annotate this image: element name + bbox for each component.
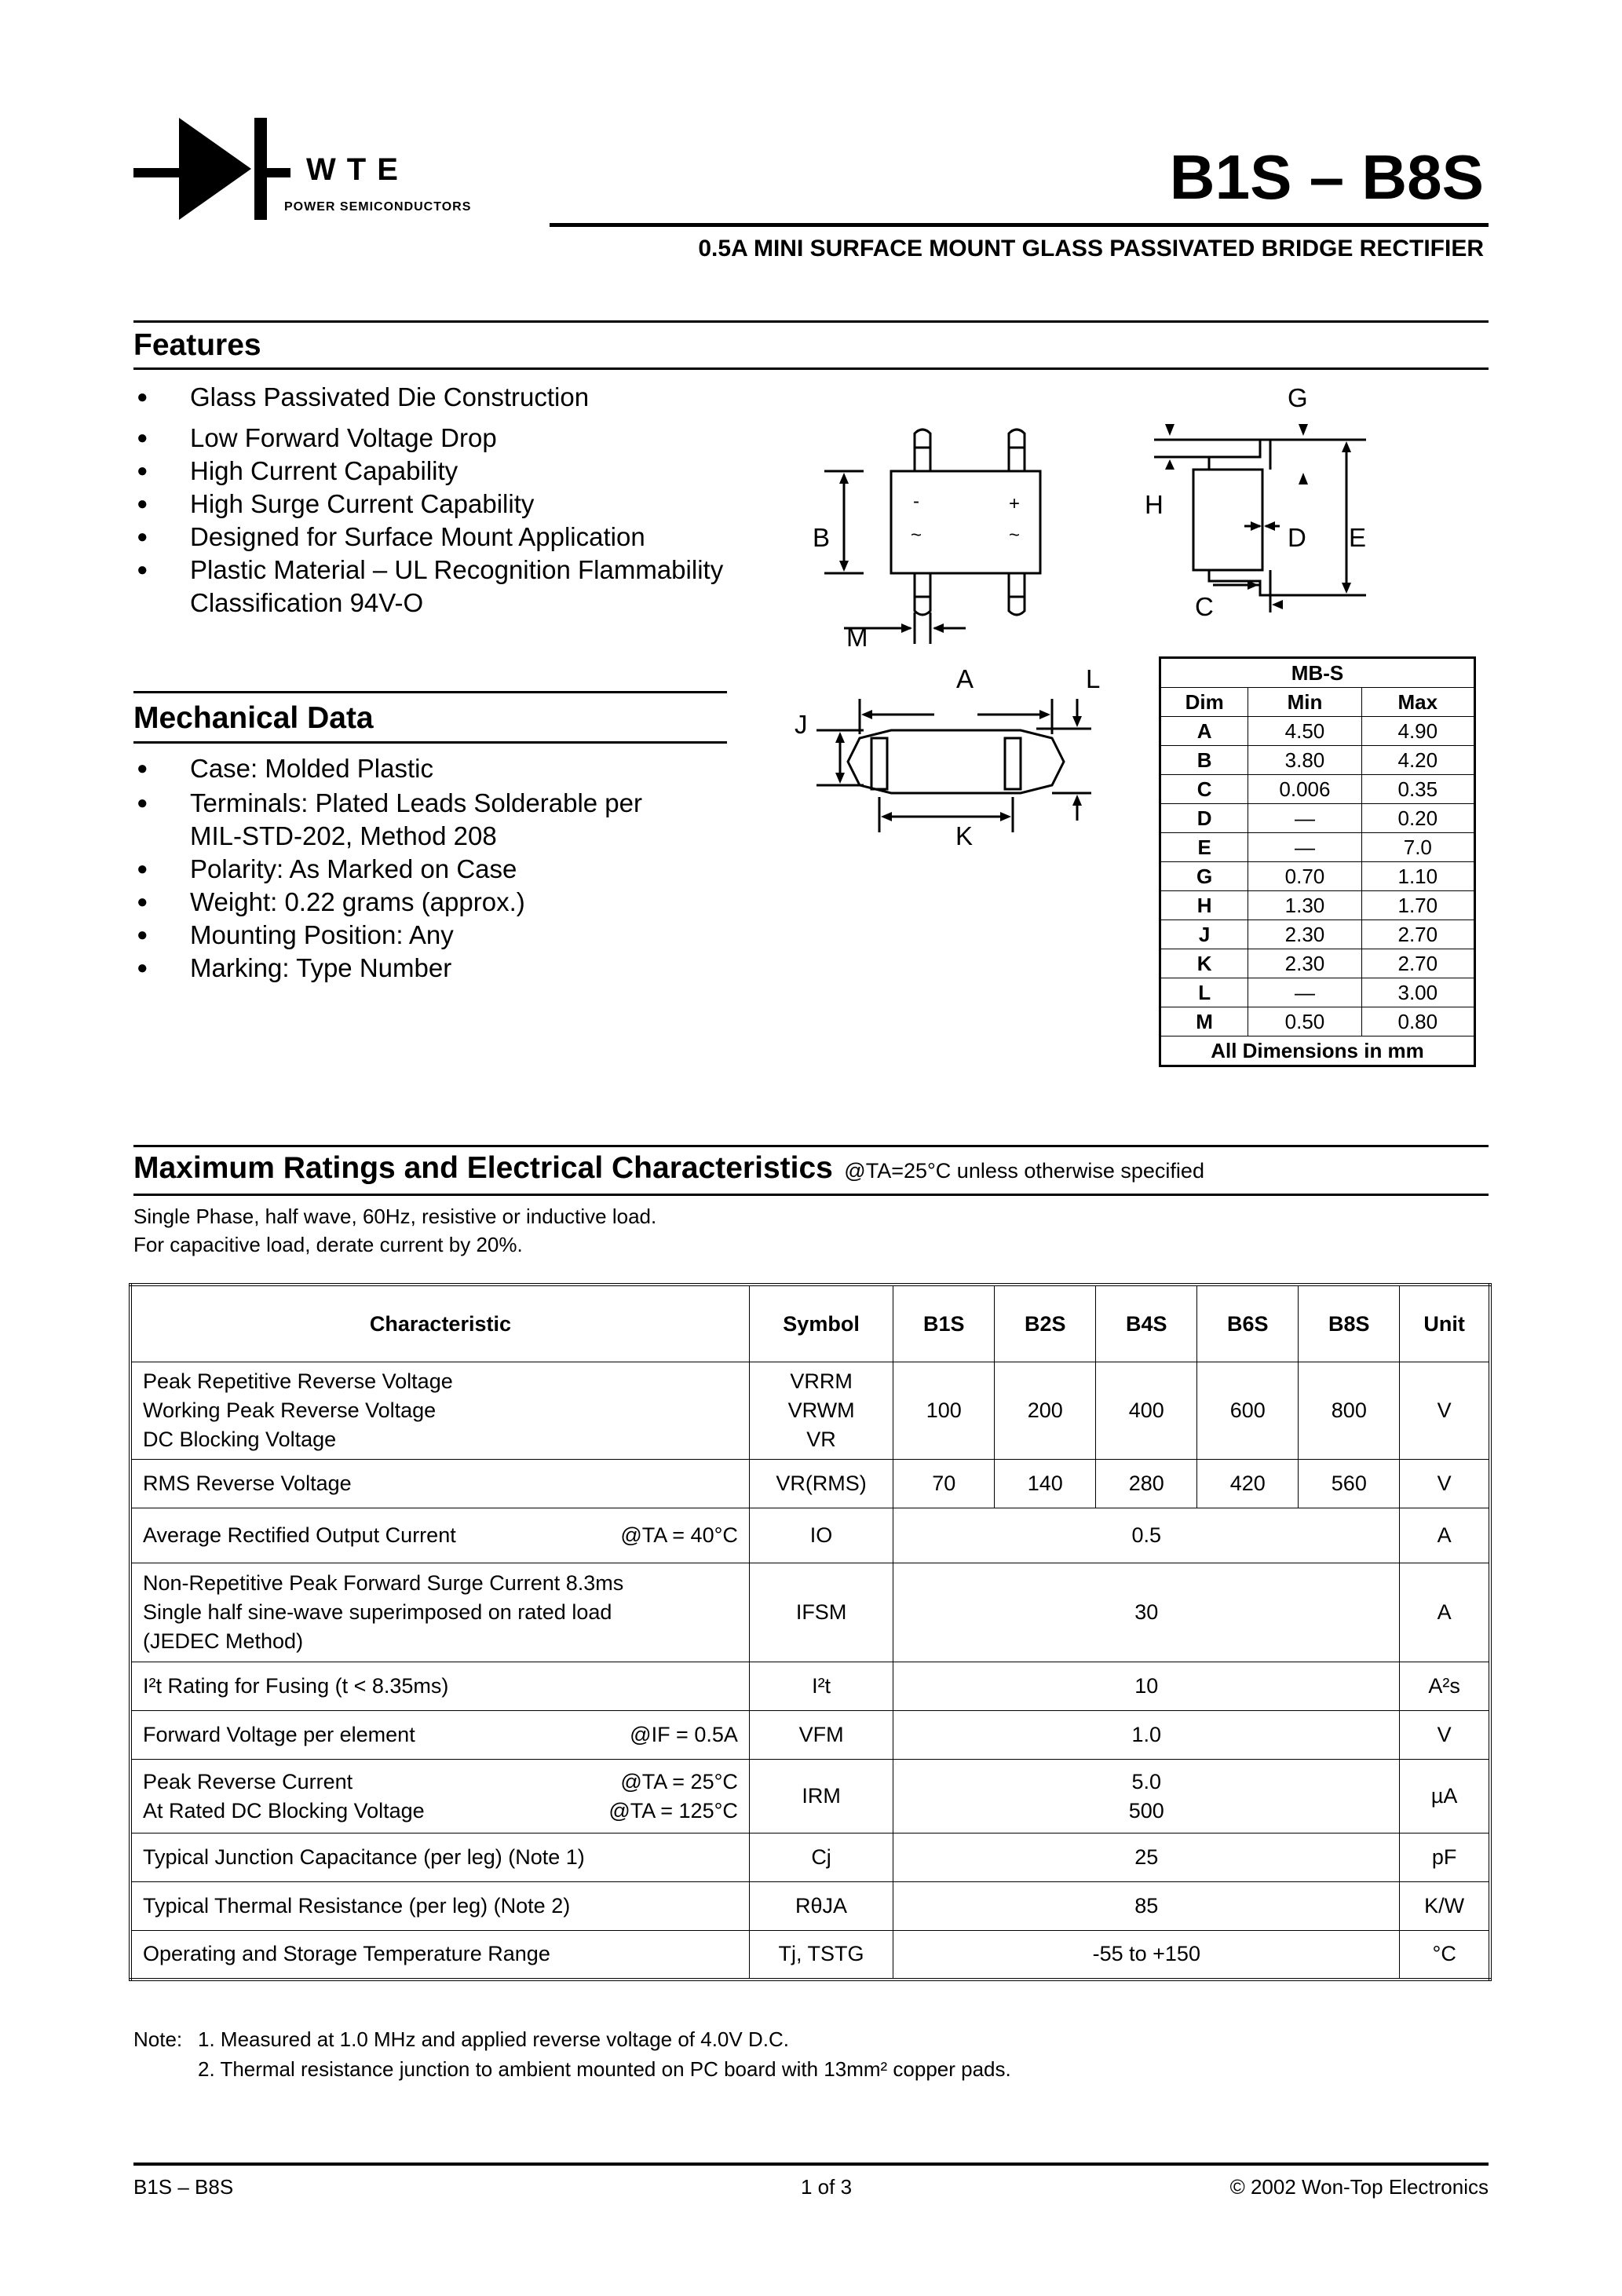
footer-center: 1 of 3 [801,2175,853,2199]
side-lead [1209,440,1270,595]
characteristic-line: Working Peak Reverse Voltage [143,1398,437,1422]
min-cell: 0.50 [1248,1007,1361,1036]
table-row [130,1931,1490,1980]
value-cell: 85 [893,1882,1400,1931]
min-cell: — [1248,804,1361,833]
wte-logo [133,118,479,228]
max-cell: 0.20 [1361,804,1474,833]
logo-subtext: POWER SEMICONDUCTORS [284,200,472,214]
condition-text: @TA = 40°C [620,1523,738,1547]
characteristic-text: Forward Voltage per element [143,1723,415,1746]
side-view-body [1193,470,1262,570]
end-lead-right [1005,738,1021,789]
dim-cell: B [1160,746,1248,775]
symbol-line: VRWM [787,1398,855,1422]
ratings-bottom-rule [133,1194,1489,1196]
mechanical-bottom-rule [133,741,727,744]
dim-label-e: E [1349,523,1367,552]
list-item: ● Low Forward Voltage Drop [133,422,793,455]
characteristic-line: Non-Repetitive Peak Forward Surge Current 8.3ms [143,1571,624,1595]
min-cell: 2.30 [1248,949,1361,978]
ratings-condition: @TA=25°C unless otherwise specified [844,1159,1204,1183]
ratings-intro-2: For capacitive load, derate current by 20%. [133,1233,523,1256]
list-item: ● High Surge Current Capability [133,488,793,521]
lead-bottom-right [1009,573,1025,615]
note-label: Note: [133,2027,183,2051]
ratings-title-wrap [133,1151,1204,1186]
symbol-cell: VR(RMS) [749,1460,893,1508]
dim-label-h: H [1145,490,1164,519]
dim-label-j: J [795,710,808,739]
dim-cell: J [1160,920,1248,949]
characteristic-cell [130,1362,749,1460]
symbol-cell: RθJA [749,1882,893,1931]
col-b8s: B8S [1299,1285,1400,1362]
dim-label-m: M [846,623,868,652]
col-b6s: B6S [1197,1285,1299,1362]
characteristic-cell: Operating and Storage Temperature Range [130,1931,749,1980]
characteristic-cell [130,1508,749,1563]
value-cell: 100 [893,1362,995,1460]
min-cell: 4.50 [1248,717,1361,746]
value-cell: 1.0 [893,1711,1400,1760]
table-header-row [130,1285,1490,1362]
list-item: ● Plastic Material – UL Recognition Flammability Classification 94V-O [133,554,818,620]
value-cell: 800 [1299,1362,1400,1460]
symbol-cell: Tj, TSTG [749,1931,893,1980]
symbol-cell: IFSM [749,1563,893,1662]
value-cell: 0.5 [893,1508,1400,1563]
min-cell: 3.80 [1248,746,1361,775]
list-item: ● Marking: Type Number [133,952,714,985]
dim-cell: H [1160,891,1248,920]
dim-label-l: L [1086,664,1101,693]
dim-cell: A [1160,717,1248,746]
note-1: 1. Measured at 1.0 MHz and applied reverse voltage of 4.0V D.C. [198,2027,789,2051]
min-cell: 0.006 [1248,775,1361,804]
value-cell: 200 [995,1362,1096,1460]
list-item: ● Weight: 0.22 grams (approx.) [133,886,714,919]
unit-cell: µA [1400,1760,1490,1834]
mechanical-list [133,752,714,985]
header-rule [550,223,1489,227]
end-lead-left [871,738,887,789]
max-cell: 7.0 [1361,833,1474,862]
max-cell: 3.00 [1361,978,1474,1007]
value-cell: 30 [893,1563,1400,1662]
unit-cell: V [1400,1362,1490,1460]
max-cell: 1.10 [1361,862,1474,891]
note-2: 2. Thermal resistance junction to ambient mounted on PC board with 13mm² copper pads. [198,2057,1011,2081]
characteristic-line: DC Blocking Voltage [143,1428,337,1451]
max-header: Max [1361,688,1474,717]
features-top-rule [133,320,1489,323]
unit-cell: A²s [1400,1662,1490,1711]
diode-logo-icon [133,118,290,228]
condition-text: @IF = 0.5A [630,1723,738,1746]
characteristic-text: At Rated DC Blocking Voltage [143,1798,425,1823]
footer-right: © 2002 Won-Top Electronics [1229,2175,1489,2199]
table-row [1160,949,1475,978]
value-cell: 140 [995,1460,1096,1508]
characteristic-cell [130,1563,749,1662]
list-item: ● Terminals: Plated Leads Solderable per MIL-STD-202, Method 208 [133,787,692,853]
list-item: ● Case: Molded Plastic [133,752,714,785]
characteristic-text: Average Rectified Output Current [143,1523,456,1547]
unit-cell: K/W [1400,1882,1490,1931]
table-row [1160,920,1475,949]
value-cell: 25 [893,1834,1400,1882]
unit-cell: A [1400,1508,1490,1563]
condition-text: @TA = 125°C [608,1798,738,1823]
dim-cell: G [1160,862,1248,891]
table-row [130,1834,1490,1882]
value-cell: 420 [1197,1460,1299,1508]
lead-top-left [915,430,930,471]
max-cell: 2.70 [1361,949,1474,978]
table-row [1160,1007,1475,1036]
value-cell: 280 [1096,1460,1197,1508]
ratings-table [129,1283,1492,1981]
unit-cell: °C [1400,1931,1490,1980]
ratings-top-rule [133,1145,1489,1147]
list-item: ● Designed for Surface Mount Application [133,521,793,554]
table-row [1160,775,1475,804]
dim-label-d: D [1288,523,1306,552]
min-header: Min [1248,688,1361,717]
dim-cell: K [1160,949,1248,978]
col-b4s: B4S [1096,1285,1197,1362]
unit-cell: V [1400,1460,1490,1508]
mechanical-title: Mechanical Data [133,701,374,735]
unit-cell: pF [1400,1834,1490,1882]
symbol-line: VRRM [790,1369,853,1393]
table-row [1160,804,1475,833]
value-line: 5.0 [1131,1769,1162,1793]
lead-bottom-left [915,573,930,615]
symbol-cell: I²t [749,1662,893,1711]
footer-rule [133,2163,1489,2166]
col-characteristic: Characteristic [130,1285,749,1362]
ratings-intro-1: Single Phase, half wave, 60Hz, resistive or inductive load. [133,1205,657,1228]
col-unit: Unit [1400,1285,1490,1362]
min-cell: 1.30 [1248,891,1361,920]
polarity-minus: - [913,491,919,512]
footer-left: B1S – B8S [133,2175,234,2199]
ratings-title: Maximum Ratings and Electrical Characteristics [133,1151,833,1185]
table-row [1160,746,1475,775]
dim-header: Dim [1160,688,1248,717]
features-list [133,381,793,620]
dim-label-c: C [1195,592,1214,621]
value-cell: -55 to +150 [893,1931,1400,1980]
list-item: ● Glass Passivated Die Construction [133,381,793,414]
table-row [130,1662,1490,1711]
characteristic-line: Peak Repetitive Reverse Voltage [143,1369,453,1393]
part-title: B1S – B8S [1169,142,1484,212]
max-cell: 4.90 [1361,717,1474,746]
max-cell: 0.80 [1361,1007,1474,1036]
symbol-cell: Cj [749,1834,893,1882]
end-view-body [848,730,1064,793]
min-cell: — [1248,833,1361,862]
dim-label-g: G [1288,383,1308,412]
table-row [130,1711,1490,1760]
ac-symbol-right: ~ [1009,525,1021,546]
value-cell: 400 [1096,1362,1197,1460]
symbol-cell [749,1362,893,1460]
table-row [130,1882,1490,1931]
table-row [130,1563,1490,1662]
col-symbol: Symbol [749,1285,893,1362]
characteristic-cell: Typical Thermal Resistance (per leg) (Note 2) [130,1882,749,1931]
polarity-plus: + [1009,493,1021,514]
symbol-line: VR [806,1428,836,1451]
value-cell: 70 [893,1460,995,1508]
list-item: ● High Current Capability [133,455,793,488]
logo-text: WTE [306,152,409,187]
characteristic-cell: I²t Rating for Fusing (t < 8.35ms) [130,1662,749,1711]
characteristic-cell: Typical Junction Capacitance (per leg) (Note 1) [130,1834,749,1882]
min-cell: 2.30 [1248,920,1361,949]
table-row [130,1460,1490,1508]
dim-cell: C [1160,775,1248,804]
dimension-table [1159,656,1476,1067]
table-row [130,1362,1490,1460]
dim-cell: D [1160,804,1248,833]
value-cell [893,1760,1400,1834]
dim-table-footer: All Dimensions in mm [1160,1036,1475,1066]
max-cell: 2.70 [1361,920,1474,949]
dim-label-b: B [813,523,831,552]
characteristic-cell [130,1711,749,1760]
value-cell: 10 [893,1662,1400,1711]
table-row [130,1508,1490,1563]
col-b1s: B1S [893,1285,995,1362]
table-row [1160,978,1475,1007]
ac-symbol-left: ~ [911,525,922,546]
features-bottom-rule [133,367,1489,370]
characteristic-line: Single half sine-wave superimposed on rated load [143,1600,612,1624]
min-cell: — [1248,978,1361,1007]
dim-cell: E [1160,833,1248,862]
max-cell: 0.35 [1361,775,1474,804]
characteristic-cell: RMS Reverse Voltage [130,1460,749,1508]
table-row [1160,717,1475,746]
features-title: Features [133,328,261,362]
mechanical-top-rule [133,691,727,693]
table-row [1160,833,1475,862]
table-row [1160,891,1475,920]
list-item: ● Polarity: As Marked on Case [133,853,714,886]
top-view-body [891,471,1040,573]
max-cell: 1.70 [1361,891,1474,920]
table-row [1160,862,1475,891]
value-line: 500 [1128,1798,1164,1823]
symbol-cell: IO [749,1508,893,1563]
dim-label-k: K [955,821,974,850]
package-name: MB-S [1160,658,1475,688]
characteristic-line: (JEDEC Method) [143,1629,304,1653]
symbol-cell: IRM [749,1760,893,1834]
value-cell: 600 [1197,1362,1299,1460]
list-item: ● Mounting Position: Any [133,919,714,952]
characteristic-text: Peak Reverse Current [143,1769,353,1793]
lead-top-right [1009,430,1025,471]
unit-cell: V [1400,1711,1490,1760]
max-cell: 4.20 [1361,746,1474,775]
col-b2s: B2S [995,1285,1096,1362]
characteristic-cell [130,1760,749,1834]
dim-label-a: A [956,664,974,693]
unit-cell: A [1400,1563,1490,1662]
symbol-cell: VFM [749,1711,893,1760]
min-cell: 0.70 [1248,862,1361,891]
dim-cell: M [1160,1007,1248,1036]
condition-text: @TA = 25°C [620,1769,738,1793]
value-cell: 560 [1299,1460,1400,1508]
dim-cell: L [1160,978,1248,1007]
subtitle: 0.5A MINI SURFACE MOUNT GLASS PASSIVATED BRIDGE RECTIFIER [698,236,1484,261]
table-row [130,1760,1490,1834]
